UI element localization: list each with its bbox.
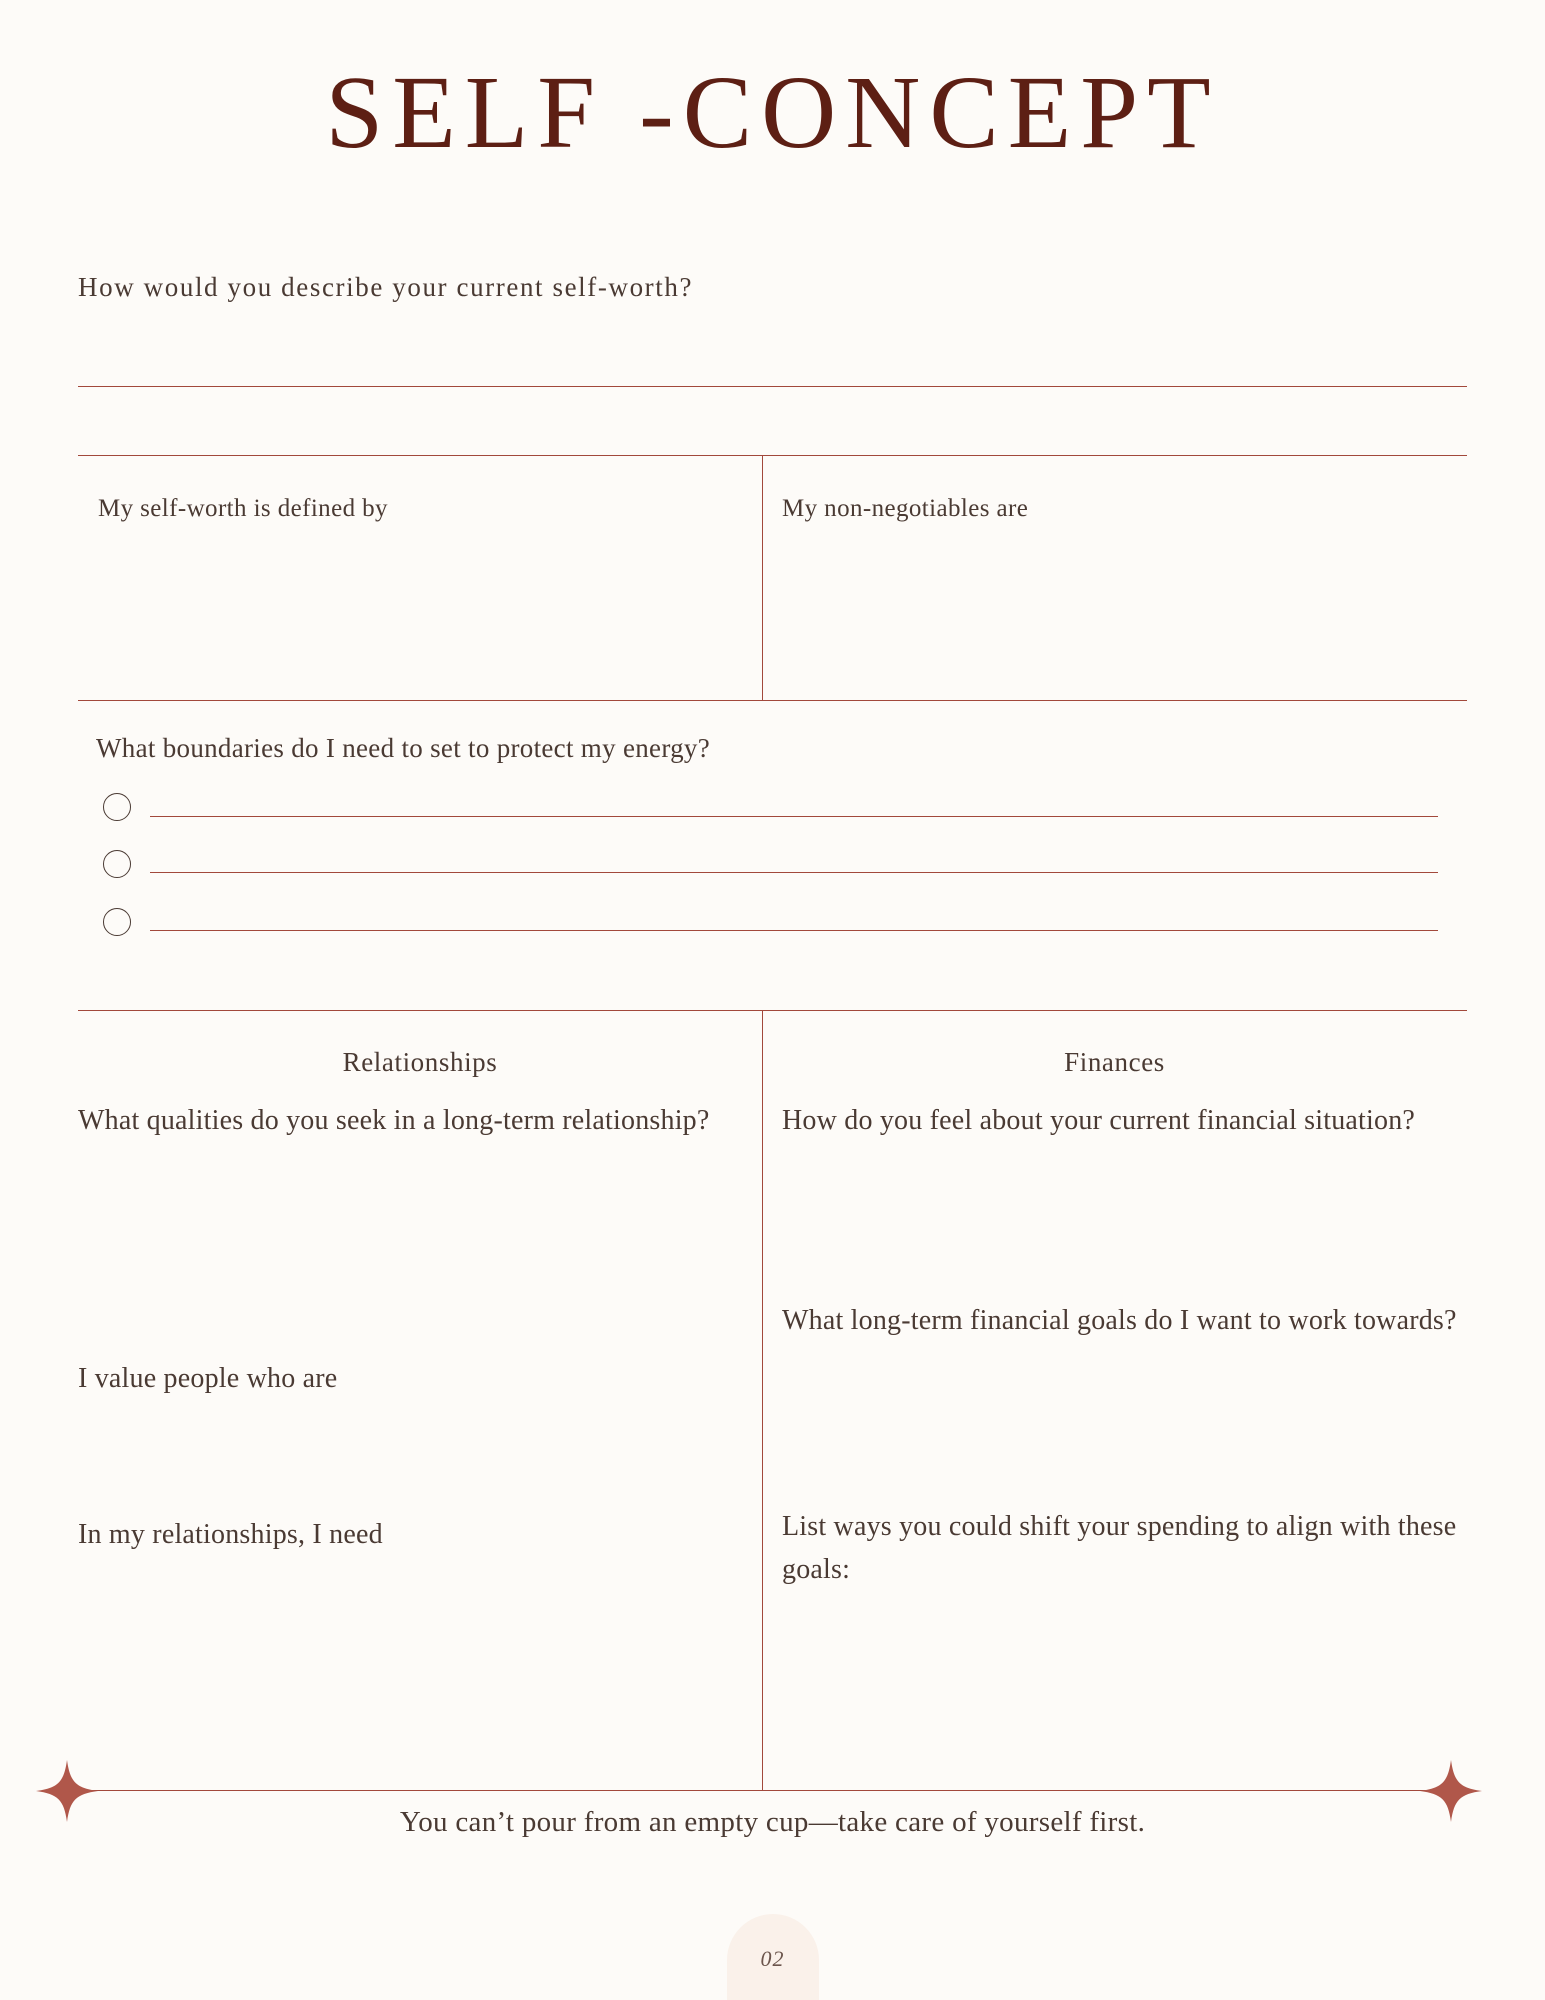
checkbox-circle-icon[interactable]	[103, 850, 131, 878]
divider-vertical-1	[762, 455, 763, 700]
finances-prompt-2: What long-term financial goals do I want to work towards?	[782, 1305, 1457, 1336]
divider-rule-4	[78, 1010, 1467, 1011]
boundaries-question: What boundaries do I need to set to protect my energy?	[96, 733, 711, 763]
footer-rule	[78, 1790, 1467, 1791]
boundaries-write-line[interactable]	[150, 816, 1438, 817]
self-worth-prompt-label: My self-worth is defined by	[98, 495, 388, 522]
column-heading-relationships: Relationships	[342, 1047, 498, 1077]
relationships-prompt-3: In my relationships, I need	[78, 1519, 383, 1550]
relationships-prompt-2: I value people who are	[78, 1363, 338, 1394]
boundaries-write-line[interactable]	[150, 930, 1438, 931]
divider-vertical-2	[762, 1010, 763, 1790]
finances-prompt-3: List ways you could shift your spending to align with these goals:	[782, 1511, 1457, 1585]
checkbox-circle-icon[interactable]	[103, 793, 131, 821]
page-title: SELF -CONCEPT	[325, 55, 1220, 170]
divider-rule-2	[78, 455, 1467, 456]
footer-quote: You can’t pour from an empty cup—take care of yourself first.	[399, 1806, 1146, 1838]
checkbox-circle-icon[interactable]	[103, 908, 131, 936]
column-heading-finances: Finances	[1064, 1047, 1165, 1077]
relationships-prompt-1: What qualities do you seek in a long-term relationship?	[78, 1105, 710, 1136]
non-negotiables-prompt-label: My non-negotiables are	[782, 495, 1029, 522]
intro-question: How would you describe your current self-worth?	[78, 272, 694, 302]
divider-rule-1	[78, 386, 1467, 387]
finances-prompt-1: How do you feel about your current financial situation?	[782, 1105, 1416, 1136]
boundaries-write-line[interactable]	[150, 872, 1438, 873]
divider-rule-3	[78, 700, 1467, 701]
page-number: 02	[760, 1946, 785, 1971]
